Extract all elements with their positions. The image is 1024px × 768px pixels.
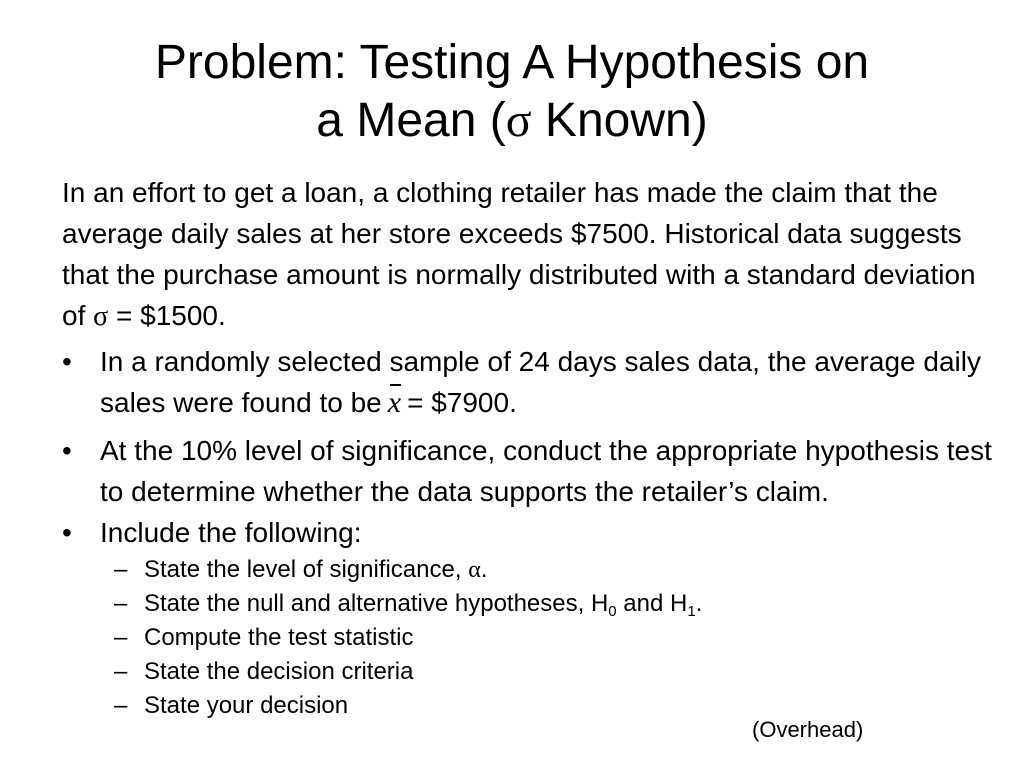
intro-paragraph bbox=[62, 172, 1002, 337]
sub-marker: – bbox=[114, 556, 128, 583]
title-line-1: Problem: Testing A Hypothesis on bbox=[154, 36, 870, 89]
alpha-symbol: α bbox=[468, 557, 481, 583]
sigma-symbol: σ bbox=[505, 94, 532, 147]
sub-marker: – bbox=[114, 658, 128, 685]
sub-item-text: State the level of significance, bbox=[144, 556, 469, 583]
bullet-list bbox=[62, 341, 1002, 723]
bullet-item-sample bbox=[62, 341, 1002, 423]
sigma-symbol: σ bbox=[93, 301, 109, 332]
subscript-0: 0 bbox=[608, 603, 617, 620]
title-line-2 bbox=[0, 92, 1024, 150]
sub-list bbox=[100, 553, 1002, 723]
intro-text: In an effort to get a loan, a clothing retailer has made the claim that the average daily sales at her store exceeds $7500. Historical data suggests that the purchase amount is normally distributed with a standard deviation of bbox=[62, 177, 976, 331]
overhead-label: (Overhead) bbox=[752, 717, 864, 742]
subscript-1: 1 bbox=[687, 603, 696, 620]
sub-item-decision bbox=[100, 689, 1002, 723]
bullet-item-significance bbox=[62, 430, 1002, 512]
sub-marker: – bbox=[114, 692, 128, 719]
sub-item-end: . bbox=[695, 590, 703, 617]
sub-item-decision-criteria bbox=[100, 655, 1002, 689]
title-line-2-start: a Mean ( bbox=[316, 94, 506, 147]
sub-item-mid: and H bbox=[616, 590, 688, 617]
bullet-marker: • bbox=[62, 346, 72, 377]
sub-item-hypotheses bbox=[100, 587, 1002, 621]
sub-item-end: . bbox=[480, 556, 488, 583]
title-line-2-end: Known) bbox=[531, 94, 708, 147]
slide-title bbox=[0, 34, 1024, 150]
intro-text-end: = $1500. bbox=[108, 300, 226, 331]
bullet-item-include bbox=[62, 512, 1002, 723]
x-bar-symbol: x bbox=[388, 382, 401, 423]
bullet-marker: • bbox=[62, 517, 72, 548]
sub-marker: – bbox=[114, 590, 128, 617]
bullet-text: In a randomly selected sample of 24 days sales data, the average daily sales were found to be bbox=[100, 346, 981, 418]
bullet-text-end: = $7900. bbox=[407, 387, 517, 418]
sub-item-text: State the null and alternative hypotheses, H bbox=[144, 590, 609, 617]
sub-item-test-statistic bbox=[100, 621, 1002, 655]
sub-item-text: Compute the test statistic bbox=[144, 624, 414, 651]
sub-item-text: State your decision bbox=[144, 692, 349, 719]
sub-item-text: State the decision criteria bbox=[144, 658, 414, 685]
bullet-marker: • bbox=[62, 435, 72, 466]
bullet-text: Include the following: bbox=[100, 517, 362, 548]
sub-marker: – bbox=[114, 624, 128, 651]
bullet-text: At the 10% level of significance, conduct the appropriate hypothesis test to determine whether the data supports the retailer’s claim. bbox=[100, 435, 992, 507]
sub-item-alpha bbox=[100, 553, 1002, 587]
